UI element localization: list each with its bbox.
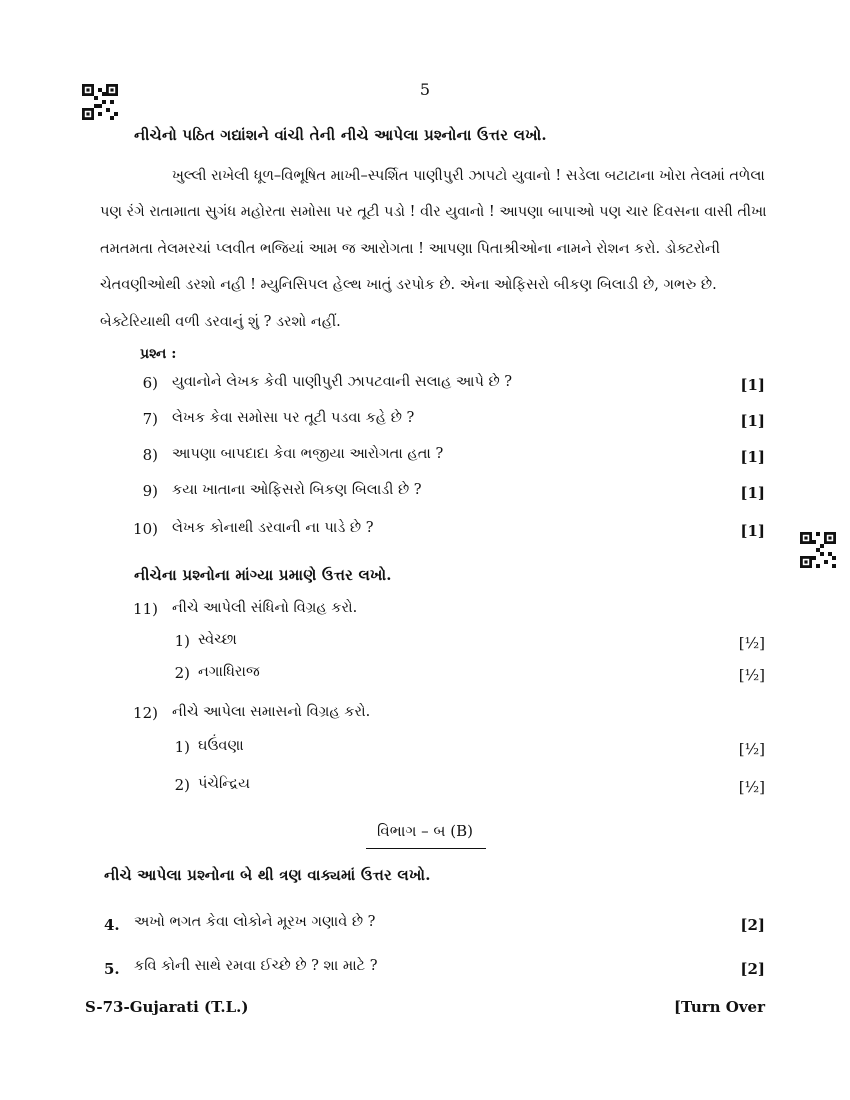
passage-text: ખુલ્લી રાખેલી ધૂળ–વિભૂષિત માખી–સ્પર્શિત પાણીપુરી ઝાપટો યુવાનો ! સડેલા બટાટાના ખોરા તેલમાં તળેલા પણ રંગે રાતામાતા સુગંધ મહોરતા સમોસા પર તૂટી પડો ! વીર યુવાનો ! આપણા બાપાઓ પણ ચાર દિવસના વાસી તીખા તમતમતા તેલમરચાં પ્લવીત ભજિયાં આમ જ આરોગતા ! આપણા પિતાશ્રીઓના નામને રોશન કરો. ડોક્ટરોની ચેતવણીઓથી ડરશો નહી ! મ્યુનિસિપલ હેલ્થ ખાતું ડરપોક છે. એના ઓફિસરો બીકણ બિલાડી છે, ગભરુ છે. બેક્ટેરિયાથી વળી ડરવાનું શું ? ડરશો નહીં. (100, 168, 767, 330)
question-marks: [1] (740, 448, 765, 466)
question-text: યુવાનોને લેખક કેવી પાણીપુરી ઝાપટવાની સલાહ આપે છે ? (172, 374, 513, 390)
question-marks: [1] (740, 522, 765, 540)
question-text: અખો ભગત કેવા લોકોને મૂરખ ગણાવે છે ? (134, 914, 376, 930)
question-text: આપણા બાપદાદા કેવા ભજીયા આરોગતા હતા ? (172, 446, 444, 462)
question-text: નીચે આપેલી સંધિનો વિગ્રહ કરો. (172, 600, 358, 616)
sub-item-marks: [½] (738, 778, 765, 796)
sub-item-text: પંચેન્દ્રિય (198, 776, 250, 792)
question-number: 4. (104, 916, 120, 934)
question-number: 8) (142, 446, 158, 464)
question-number: 10) (133, 520, 158, 538)
sub-item-number: 2) (174, 776, 190, 794)
sub-item-number: 2) (174, 664, 190, 682)
page-number: 5 (419, 80, 431, 99)
question-text: નીચે આપેલા સમાસનો વિગ્રહ કરો. (172, 704, 371, 720)
question-text: કયા ખાતાના ઓફિસરો બિકણ બિલાડી છે ? (172, 482, 422, 498)
question-number: 12) (133, 704, 158, 722)
question-marks: [2] (740, 960, 765, 978)
question-number: 9) (142, 482, 158, 500)
question-marks: [1] (740, 484, 765, 502)
passage (100, 158, 768, 340)
question-number: 6) (142, 374, 158, 392)
turn-over: [Turn Over (673, 998, 765, 1016)
question-number: 11) (133, 600, 158, 618)
section-b-heading: વિભાગ – બ (B) (377, 822, 473, 840)
questions-label: પ્રશ્ન : (140, 346, 177, 362)
sub-item-number: 1) (174, 632, 190, 650)
question-text: લેખક કેવા સમોસા પર તૂટી પડવા કહે છે ? (172, 410, 415, 426)
question-marks: [1] (740, 412, 765, 430)
question-text: લેખક કોનાથી ડરવાની ના પાડે છે ? (172, 520, 374, 536)
question-marks: [2] (740, 916, 765, 934)
question-number: 7) (142, 410, 158, 428)
sub-item-number: 1) (174, 738, 190, 756)
grammar-instruction: નીચેના પ્રશ્નોના માંગ્યા પ્રમાણે ઉત્તર લખો. (134, 566, 392, 584)
sub-item-marks: [½] (738, 740, 765, 758)
section-b-underline (366, 848, 486, 849)
question-number: 5. (104, 960, 120, 978)
sub-item-text: નગાધિરાજ (198, 664, 260, 680)
section-b-instruction: નીચે આપેલા પ્રશ્નોના બે થી ત્રણ વાક્યમાં ઉત્તર લખો. (104, 866, 431, 884)
sub-item-text: ઘઉંવણા (198, 738, 244, 754)
question-text: કવિ કોની સાથે રમવા ઈચ્છે છે ? શા માટે ? (134, 958, 378, 974)
qr-code-icon (800, 532, 836, 568)
section-a-instruction: નીચેનો પઠિત ગદ્યાંશને વાંચી તેની નીચે આપેલા પ્રશ્નોના ઉત્તર લખો. (134, 126, 547, 144)
paper-code: S-73-Gujarati (T.L.) (85, 998, 249, 1016)
sub-item-marks: [½] (738, 634, 765, 652)
question-marks: [1] (740, 376, 765, 394)
sub-item-marks: [½] (738, 666, 765, 684)
sub-item-text: સ્વેચ્છા (198, 632, 237, 648)
